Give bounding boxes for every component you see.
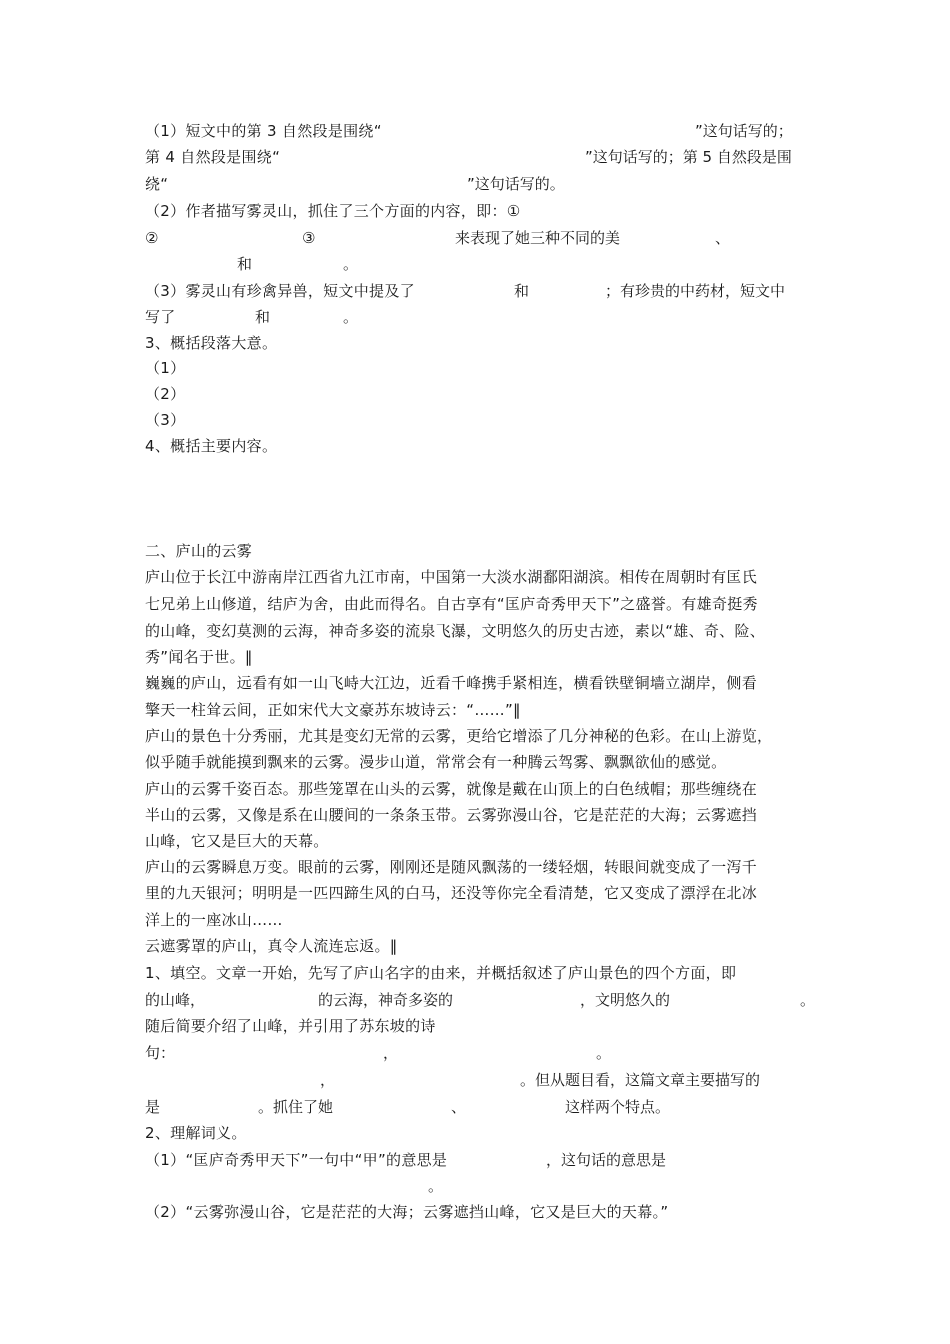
q1-text-end: ”这句话写的；第 5 自然段是围 [585, 148, 792, 166]
q1-line-2: 第 4 自然段是围绕“ [145, 148, 281, 166]
question-2-text: ，这句话的意思是 [546, 1151, 667, 1169]
question-1-text: 的山峰， [145, 991, 206, 1009]
q3-and: 和 [514, 282, 530, 300]
paragraph-line: 庐山位于长江中游南岸江西省九江市南，中国第一大淡水湖鄱阳湖滨。相传在周朝时有匡氏 [145, 568, 758, 586]
paragraph-line: 半山的云雾，又像是系在山腰间的一条条玉带。云雾弥漫山谷，它是茫茫的大海；云雾遮挡 [145, 806, 758, 824]
paragraph-line: 山峰，它又是巨大的天幕。 [145, 832, 329, 850]
question-1-text: ，文明悠久的 [580, 991, 671, 1009]
q3-and: 和 [255, 308, 271, 326]
paragraph-line: 的山峰，变幻莫测的云海，神奇多姿的流泉飞瀑，文明悠久的历史古迹，素以“雄、奇、险、 [145, 622, 766, 640]
section-heading: 二、庐山的云雾 [145, 542, 253, 560]
q1-line-1 [145, 121, 382, 141]
paragraph-line: 巍巍的庐山，远看有如一山飞峙大江边，近看千峰携手紧相连，横看铁壁铜墙立湖岸，侧看 [145, 674, 758, 692]
paragraph-line: 里的九天银河；明明是一匹四蹄生风的白马，还没等你完全看清楚，它又变成了漂浮在北冰 [145, 884, 758, 902]
q1-text-end: ”这句话写的； [695, 122, 793, 140]
paragraph-line: 七兄弟上山修道，结庐为舍，由此而得名。自古享有“匡庐奇秀甲天下”之盛誉。有雄奇挺秀 [145, 595, 758, 613]
question-1-text: ， [320, 1071, 336, 1089]
question-1-text: 的云海，神奇多姿的 [318, 991, 454, 1009]
question-2-item-1: （1）“匡庐奇秀甲天下”一句中“甲”的意思是 [145, 1151, 448, 1169]
q2-separator: 、 [715, 229, 731, 247]
question-1-text: 句： [145, 1044, 176, 1062]
question-2-period: 。 [428, 1177, 444, 1195]
q2-marker-3: ③ [302, 229, 316, 247]
task3-item-3: （3） [145, 411, 186, 429]
q2-marker-2: ② [145, 229, 159, 247]
q3-period: 。 [343, 308, 359, 326]
question-1-text: ， [383, 1044, 399, 1062]
question-2-item-2: （2）“云雾弥漫山谷，它是茫茫的大海；云雾遮挡山峰，它又是巨大的天幕。” [145, 1203, 669, 1221]
q3-line-1: （3）雾灵山有珍禽异兽，短文中提及了 [145, 282, 415, 300]
q1-text: （1）短文中的第 3 自然段是围绕“ [145, 122, 382, 140]
q2-and: 和 [237, 255, 253, 273]
question-1-text: 。抓住了她 [258, 1098, 334, 1116]
task3-item-2: （2） [145, 385, 186, 403]
question-1-text: 。 [800, 991, 816, 1009]
paragraph-line: 似乎随手就能摸到飘来的云雾。漫步山道，常常会有一种腾云驾雾、飘飘欲仙的感觉。 [145, 753, 727, 771]
q3-text: ；有珍贵的中药材，短文中 [605, 282, 786, 300]
question-1-text: 、 [451, 1098, 467, 1116]
q2-line-1: （2）作者描写雾灵山，抓住了三个方面的内容，即：① [145, 202, 521, 220]
paragraph-line: 庐山的云雾千姿百态。那些笼罩在山头的云雾，就像是戴在山顶上的白色绒帽；那些缠绕在 [145, 780, 758, 798]
paragraph-line: 庐山的云雾瞬息万变。眼前的云雾，刚刚还是随风飘荡的一缕轻烟，转眼间就变成了一泻千 [145, 858, 758, 876]
q2-period: 。 [343, 255, 359, 273]
question-1-text: 。 [596, 1044, 612, 1062]
paragraph-line: 云遮雾罩的庐山，真令人流连忘返。‖ [145, 937, 398, 955]
question-1-text: 是 [145, 1098, 161, 1116]
question-1-line: 1、填空。文章一开始，先写了庐山名字的由来，并概括叙述了庐山景色的四个方面，即 [145, 964, 737, 982]
q1-text-end: ”这句话写的。 [467, 175, 565, 193]
task3-item-1: （1） [145, 359, 186, 377]
task4-title: 4、概括主要内容。 [145, 437, 278, 455]
task3-title: 3、概括段落大意。 [145, 334, 278, 352]
q3-line-2: 写了 [145, 308, 176, 326]
paragraph-line: 洋上的一座冰山…… [145, 911, 283, 929]
paragraph-line: 秀”闻名于世。‖ [145, 648, 253, 666]
q2-text: 来表现了她三种不同的美 [455, 229, 621, 247]
question-1-text: 。但从题目看，这篇文章主要描写的 [520, 1071, 761, 1089]
q1-line-3: 绕“ [145, 175, 169, 193]
paragraph-line: 庐山的景色十分秀丽，尤其是变幻无常的云雾，更给它增添了几分神秘的色彩。在山上游览， [145, 727, 773, 745]
question-2-title: 2、理解词义。 [145, 1124, 247, 1142]
paragraph-line: 擎天一柱耸云间，正如宋代大文豪苏东坡诗云：“……”‖ [145, 701, 521, 719]
question-1-line: 随后简要介绍了山峰，并引用了苏东坡的诗 [145, 1017, 436, 1035]
question-1-text: 这样两个特点。 [565, 1098, 671, 1116]
